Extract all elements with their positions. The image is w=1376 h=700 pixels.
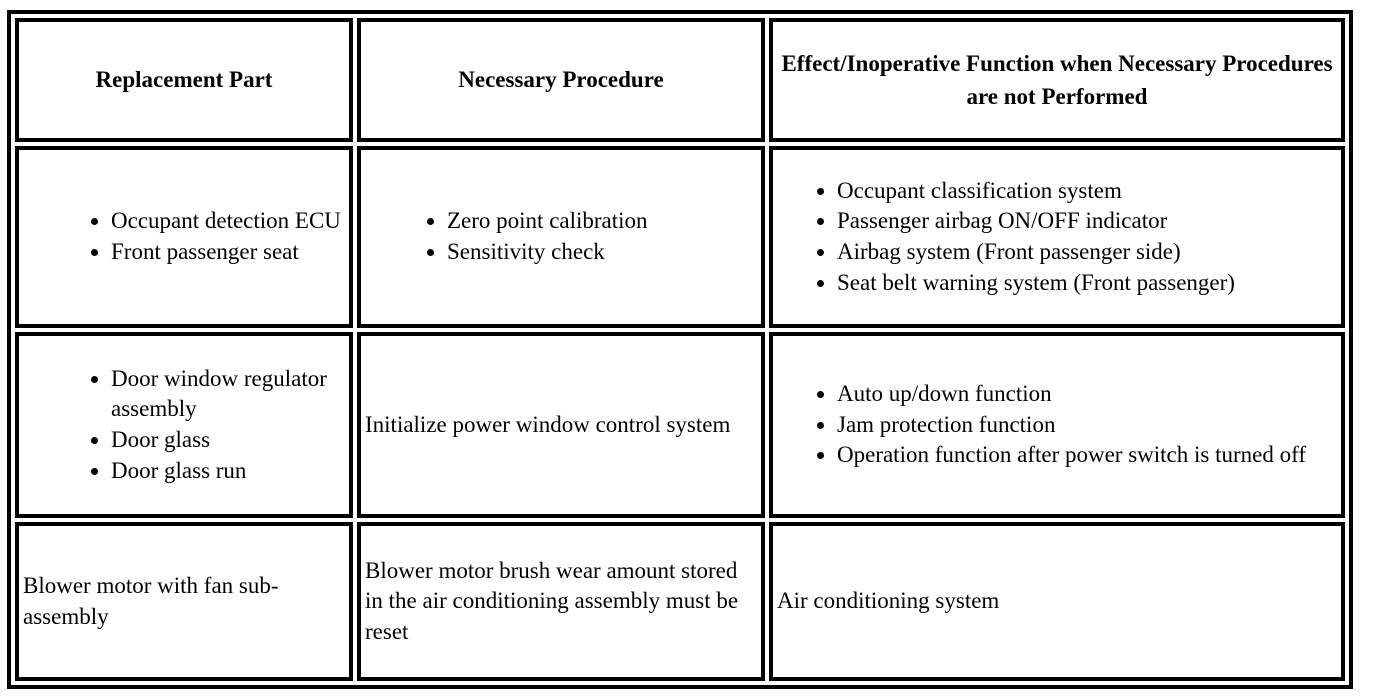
cell-text: Air conditioning system: [777, 588, 1000, 614]
effect-list: [777, 379, 1337, 471]
list-item: • Occupant classification system: [837, 176, 1337, 207]
list-item: • Auto up/down function: [837, 379, 1337, 410]
cell-row3-effect: [769, 522, 1345, 681]
replacement-parts-table: [7, 10, 1353, 689]
cell-row3-replacement-part: [15, 522, 353, 681]
cell-row2-necessary-procedure: [357, 332, 765, 518]
cell-row2-replacement-part: [15, 332, 353, 518]
header-effect-inoperative-function: Effect/Inoperative Function when Necessary Procedures are not Performed: [769, 18, 1345, 142]
list-item: • Front passenger seat: [111, 237, 345, 268]
replacement-part-list: [23, 364, 345, 486]
table-row: [15, 332, 1345, 518]
list-item: • Zero point calibration: [447, 206, 757, 237]
table-row: [15, 522, 1345, 681]
cell-text: Initialize power window control system: [365, 411, 731, 437]
table-row: [15, 146, 1345, 328]
list-item: • Occupant detection ECU: [111, 206, 345, 237]
list-item: • Passenger airbag ON/OFF indicator: [837, 206, 1337, 237]
list-item: • Door glass: [111, 425, 345, 456]
list-item: • Door glass run: [111, 456, 345, 487]
necessary-procedure-list: [365, 206, 757, 267]
list-item: • Airbag system (Front passenger side): [837, 237, 1337, 268]
list-item: • Door window regulator assembly: [111, 364, 345, 425]
list-item: • Jam protection function: [837, 410, 1337, 441]
header-row: [15, 18, 1345, 142]
cell-row1-necessary-procedure: [357, 146, 765, 328]
cell-row1-effect: [769, 146, 1345, 328]
header-replacement-part: Replacement Part: [15, 18, 353, 142]
cell-text: Blower motor with fan sub-assembly: [23, 572, 279, 629]
cell-row2-effect: [769, 332, 1345, 518]
cell-row3-necessary-procedure: [357, 522, 765, 681]
effect-list: [777, 176, 1337, 298]
list-item: • Seat belt warning system (Front passenger): [837, 268, 1337, 299]
replacement-part-list: [23, 206, 345, 267]
cell-text: Blower motor brush wear amount stored in the air conditioning assembly must be reset: [365, 557, 739, 644]
list-item: • Operation function after power switch is turned off: [837, 440, 1337, 471]
cell-row1-replacement-part: [15, 146, 353, 328]
header-necessary-procedure: Necessary Procedure: [357, 18, 765, 142]
list-item: • Sensitivity check: [447, 237, 757, 268]
